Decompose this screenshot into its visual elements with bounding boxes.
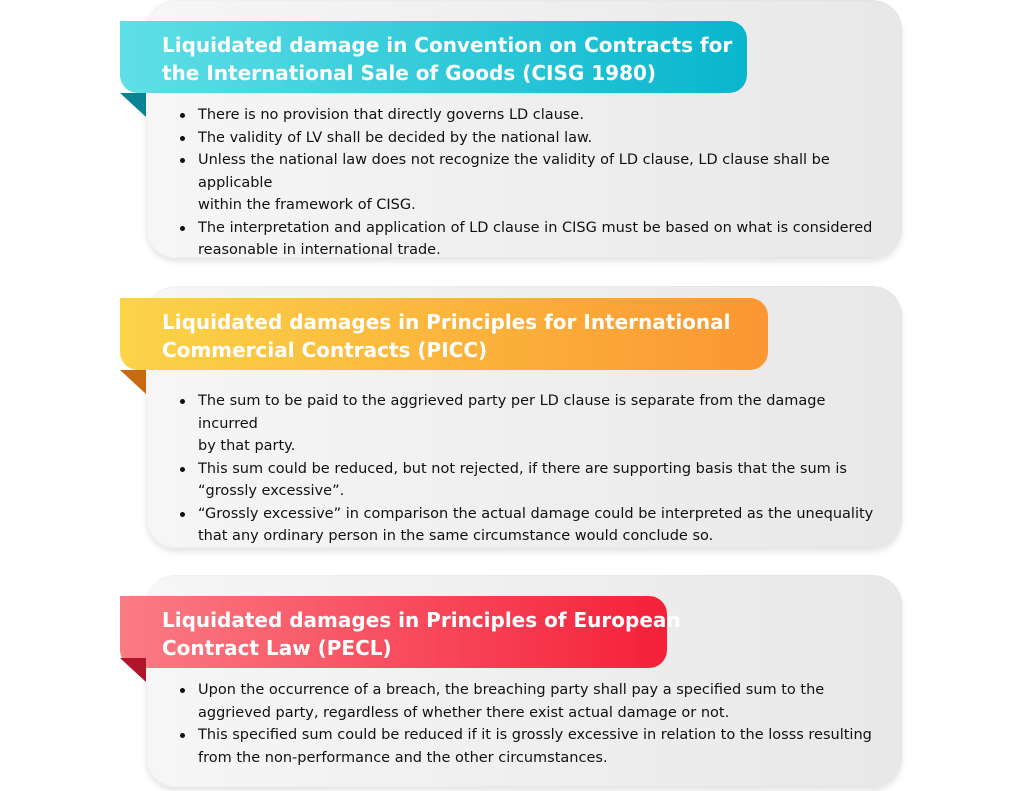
cisg-title-line-1: Liquidated damage in Convention on Contracts for: [162, 33, 733, 57]
cisg-title-banner: [120, 21, 747, 93]
list-item: “Grossly excessive” in comparison the actual damage could be interpreted as the unequality that any ordinary person in the same circumstance would conclude so.: [180, 503, 880, 548]
pecl-title-line-1: Liquidated damages in Principles of European: [162, 608, 681, 632]
pecl-banner-fold: [120, 658, 146, 682]
list-item: Unless the national law does not recognize the validity of LD clause, LD clause shall be applicable within the framework of CISG.: [180, 149, 880, 217]
picc-title-line-2: Commercial Contracts (PICC): [162, 338, 488, 362]
pecl-points-list: [180, 679, 880, 769]
list-item: There is no provision that directly governs LD clause.: [180, 104, 880, 127]
picc-points-list: [180, 390, 880, 548]
cisg-banner-fold: [120, 93, 146, 117]
cisg-points-list: [180, 104, 880, 262]
pecl-title-banner: [120, 596, 681, 668]
list-item: The validity of LV shall be decided by the national law.: [180, 127, 880, 150]
cisg-title-line-2: the International Sale of Goods (CISG 1980): [162, 61, 657, 85]
picc-title-banner: [120, 298, 768, 370]
picc-banner-fold: [120, 370, 146, 394]
list-item: This specified sum could be reduced if it is grossly excessive in relation to the losss resulting from the non-performance and the other circumstances.: [180, 724, 880, 769]
list-item: This sum could be reduced, but not rejected, if there are supporting basis that the sum is “grossly excessive”.: [180, 458, 880, 503]
picc-title-line-1: Liquidated damages in Principles for International: [162, 310, 731, 334]
list-item: Upon the occurrence of a breach, the breaching party shall pay a specified sum to the aggrieved party, regardless of whether there exist actual damage or not.: [180, 679, 880, 724]
list-item: The interpretation and application of LD clause in CISG must be based on what is considered reasonable in international trade.: [180, 217, 880, 262]
list-item: The sum to be paid to the aggrieved party per LD clause is separate from the damage incurred by that party.: [180, 390, 880, 458]
pecl-title-line-2: Contract Law (PECL): [162, 636, 392, 660]
